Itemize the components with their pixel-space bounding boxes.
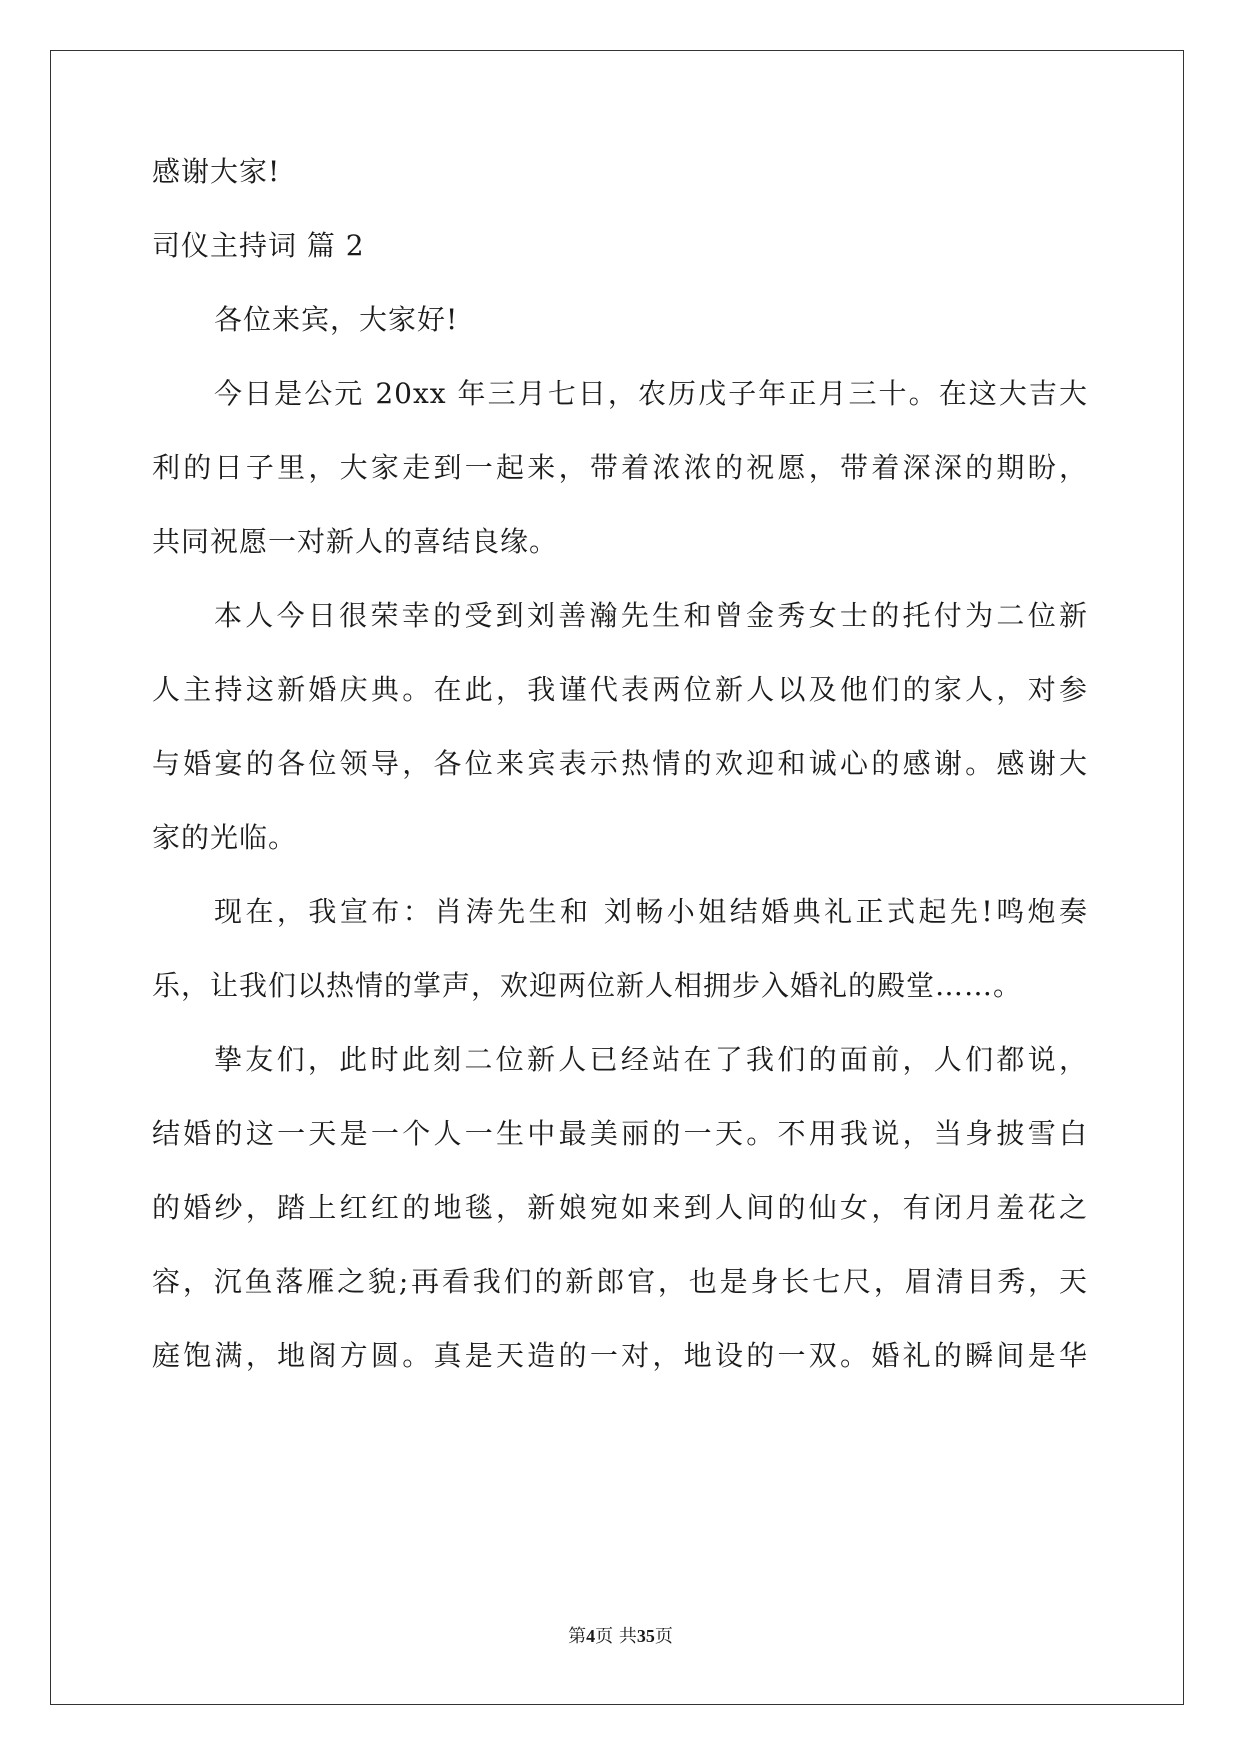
paragraph-line: 本人今日很荣幸的受到刘善瀚先生和曾金秀女士的托付为二位新: [214, 599, 1088, 632]
paragraph-line: 今日是公元 20xx 年三月七日，农历戊子年正月三十。在这大吉大: [214, 377, 1088, 410]
paragraph-line: 乐，让我们以热情的掌声，欢迎两位新人相拥步入婚礼的殿堂……。: [152, 969, 1023, 1002]
paragraph-line: 家的光临。: [152, 821, 298, 854]
paragraph-line: 与婚宴的各位领导，各位来宾表示热情的欢迎和诚心的感谢。感谢大: [152, 747, 1088, 780]
page-border: [50, 50, 1184, 1705]
paragraph-line: 现在，我宣布：肖涛先生和 刘畅小姐结婚典礼正式起先!鸣炮奏: [214, 895, 1088, 928]
paragraph-line: 人主持这新婚庆典。在此，我谨代表两位新人以及他们的家人，对参: [152, 673, 1088, 706]
paragraph-line: 共同祝愿一对新人的喜结良缘。: [152, 525, 559, 558]
closing-line: 感谢大家!: [152, 155, 281, 188]
greeting-line: 各位来宾，大家好!: [214, 303, 459, 336]
page-footer: [0, 1622, 1241, 1648]
footer-mid: 页 共: [595, 1626, 637, 1647]
paragraph-line: 结婚的这一天是一个人一生中最美丽的一天。不用我说，当身披雪白: [152, 1117, 1088, 1150]
paragraph-line: 的婚纱，踏上红红的地毯，新娘宛如来到人间的仙女，有闭月羞花之: [152, 1191, 1088, 1224]
paragraph-line: 容，沉鱼落雁之貌;再看我们的新郎官，也是身长七尺，眉清目秀，天: [152, 1265, 1088, 1298]
footer-prefix: 第: [568, 1626, 587, 1647]
paragraph-line: 利的日子里，大家走到一起来，带着浓浓的祝愿，带着深深的期盼，: [152, 451, 1088, 484]
footer-suffix: 页: [654, 1626, 673, 1647]
paragraph-line: 庭饱满，地阁方圆。真是天造的一对，地设的一双。婚礼的瞬间是华: [152, 1339, 1088, 1372]
paragraph-line: 挚友们，此时此刻二位新人已经站在了我们的面前，人们都说，: [214, 1043, 1088, 1076]
total-pages: 35: [636, 1626, 655, 1646]
page-number: 4: [586, 1626, 596, 1646]
section-heading: 司仪主持词 篇 2: [152, 229, 365, 262]
